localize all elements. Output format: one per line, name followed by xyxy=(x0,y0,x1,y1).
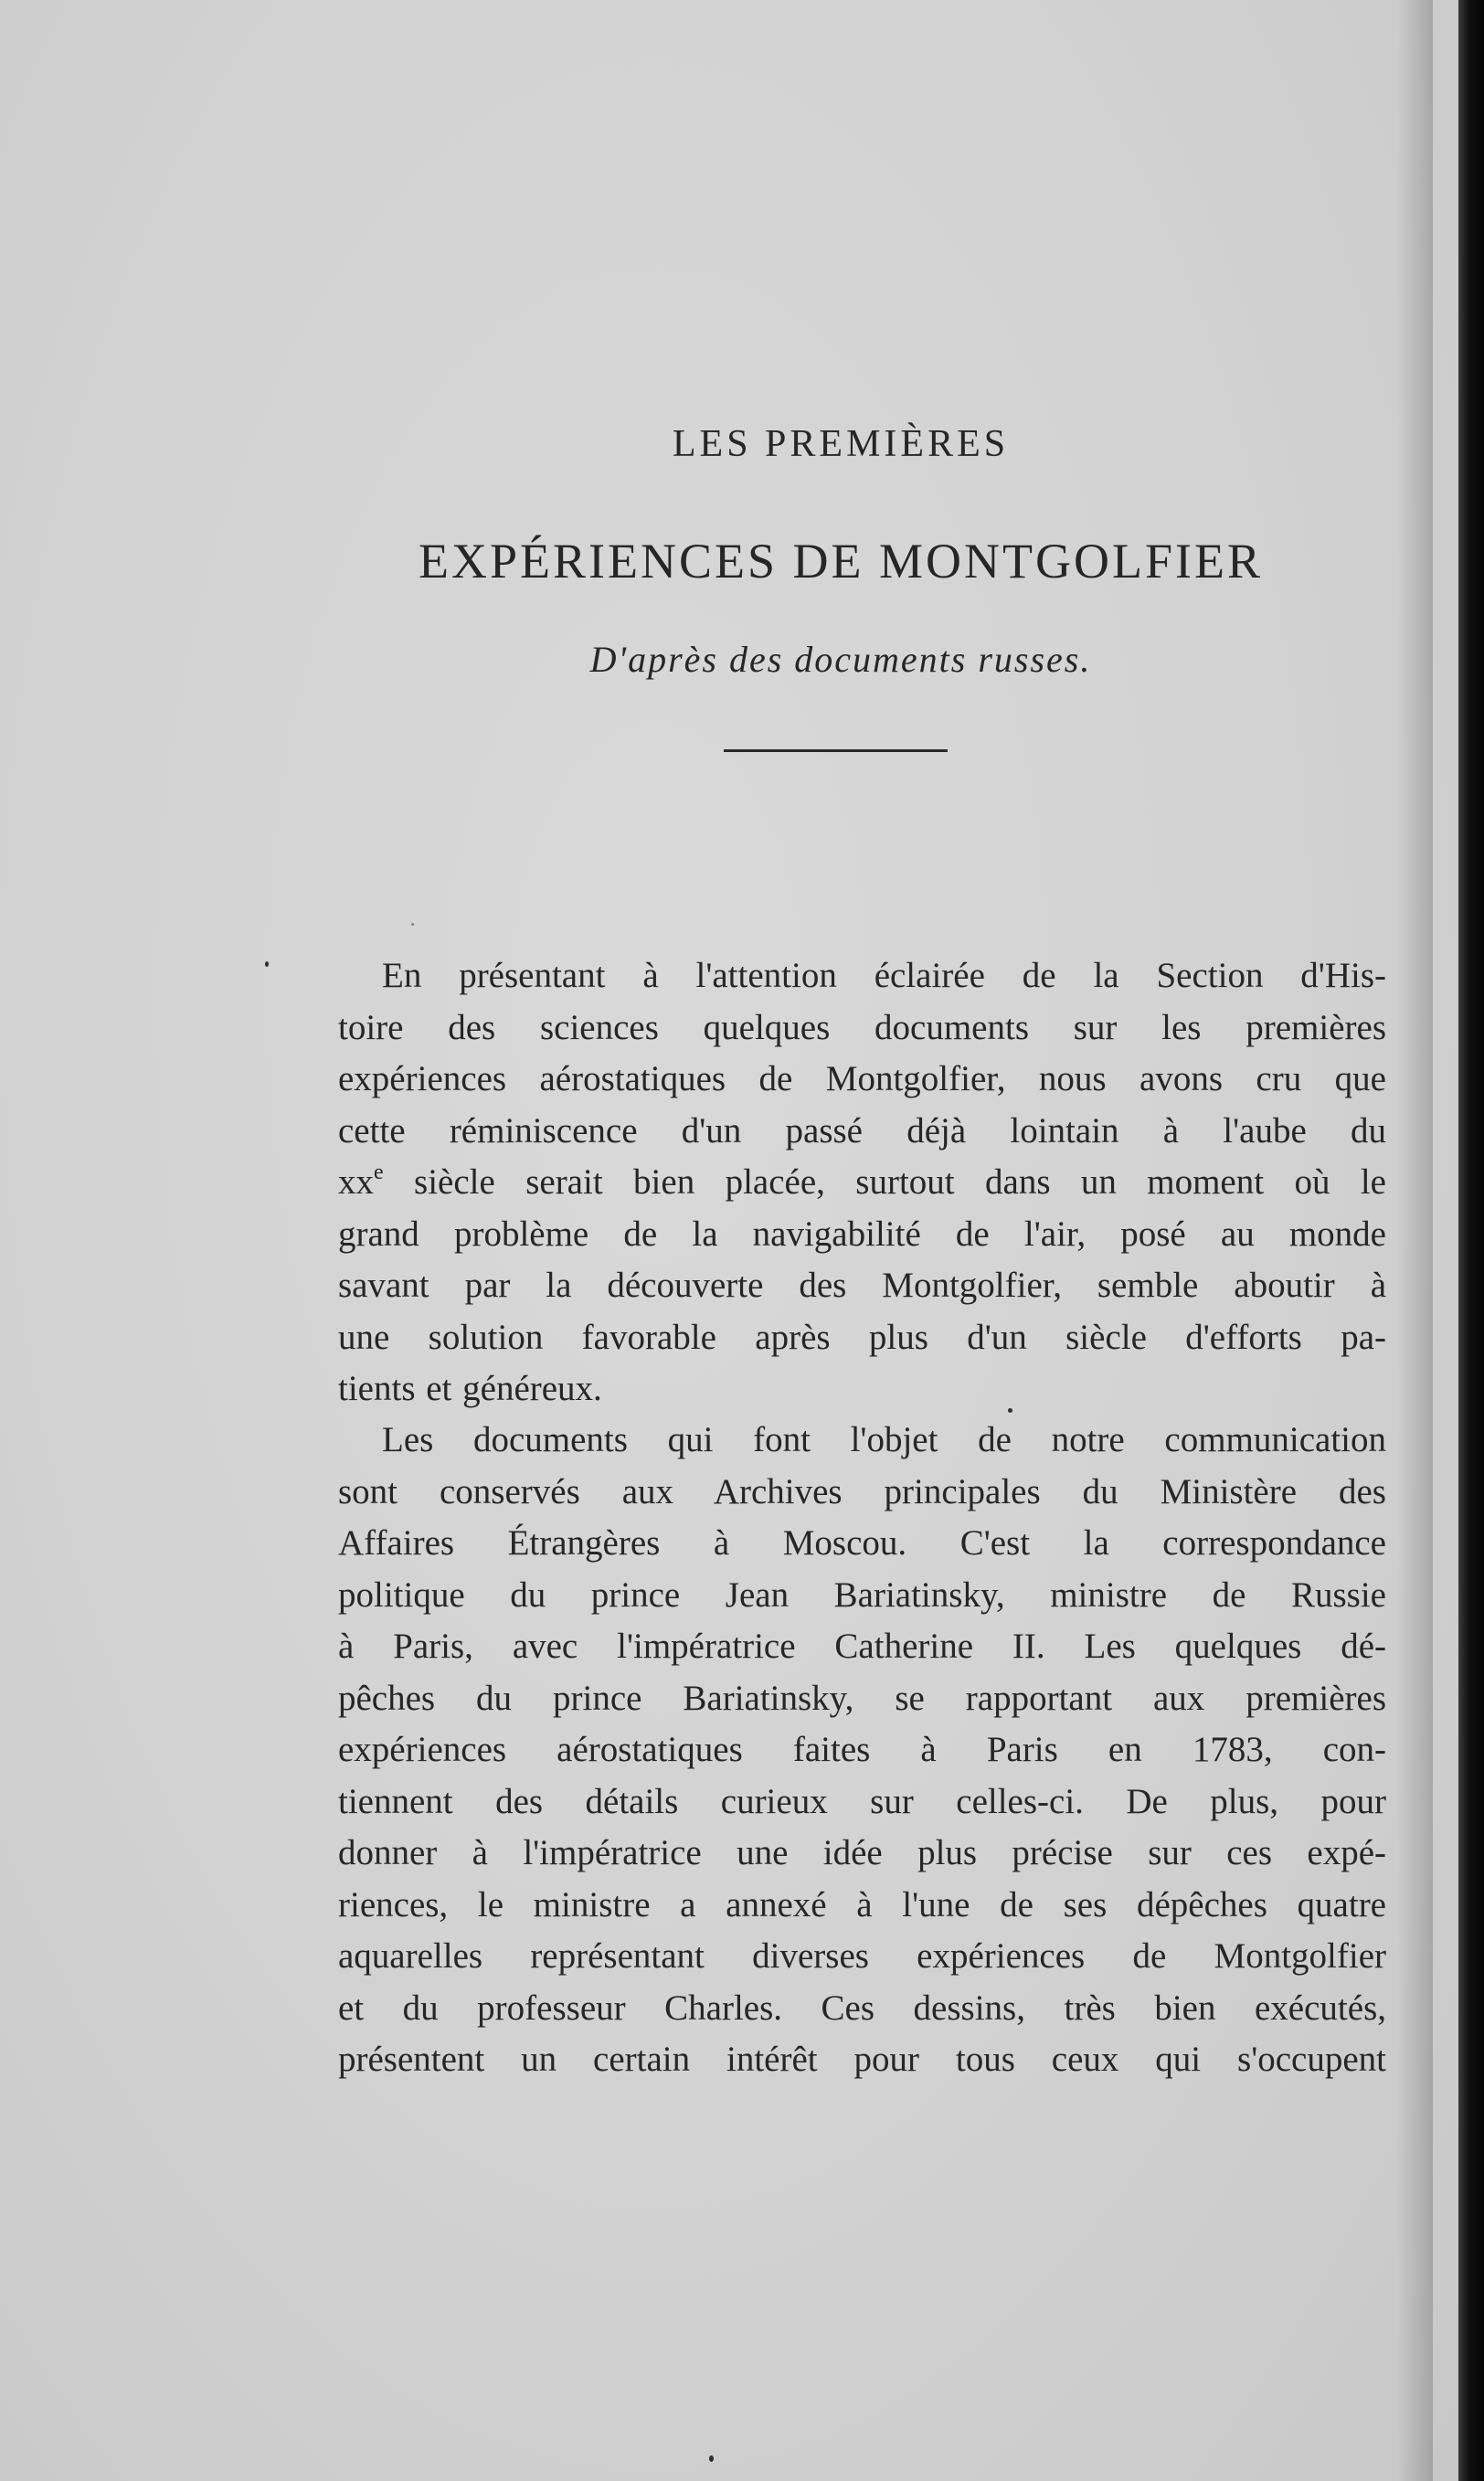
paragraph-1-line-7: savant par la découverte des Montgolfier, semble aboutir à xyxy=(338,1266,1386,1305)
paragraph-1-line-5-text: siècle serait bien placée, surtout dans un moment où le xyxy=(414,1162,1386,1202)
paper-speck xyxy=(709,2455,714,2462)
paragraph-2 xyxy=(294,1415,1386,2086)
paragraph-2-line-3: Affaires Étrangères à Moscou. C'est la correspondance xyxy=(338,1523,1386,1563)
subtitle: D'après des documents russes. xyxy=(589,639,1092,680)
paragraph-2-line-2: sont conservés aux Archives principales du Ministère des xyxy=(338,1471,1386,1511)
paragraph-1-line-2: toire des sciences quelques documents sur les premières xyxy=(338,1007,1386,1047)
paragraph-2-line-6: pêches du prince Bariatinsky, se rapportant aux premières xyxy=(338,1678,1386,1718)
title-rule xyxy=(724,749,948,752)
paragraph-2-line-1: Les documents qui font l'objet de notre communication xyxy=(382,1420,1386,1459)
paragraph-2-line-4: politique du prince Jean Bariatinsky, ministre de Russie xyxy=(338,1574,1386,1615)
paragraph-1-line-4: cette réminiscence d'un passé déjà lointain à l'aube du xyxy=(338,1110,1386,1150)
paragraph-2-line-7: expériences aérostatiques faites à Paris en 1783, con- xyxy=(338,1730,1386,1769)
book-binding-edge xyxy=(1458,0,1484,2481)
paper-speck xyxy=(411,923,414,926)
title-line-2: EXPÉRIENCES DE MONTGOLFIER xyxy=(419,534,1263,588)
paragraph-1-line-6: grand problème de la navigabilité de l'air, posé au monde xyxy=(338,1214,1386,1254)
paper-speck xyxy=(265,961,269,967)
paragraph-1-line-9: tients et généreux. xyxy=(338,1369,602,1408)
century-prefix: xx xyxy=(338,1162,374,1202)
paragraph-2-line-12: et du professeur Charles. Ces dessins, très bien exécutés, xyxy=(338,1988,1386,2028)
paper-speck xyxy=(1008,1408,1012,1413)
paragraph-2-line-10: riences, le ministre a annexé à l'une de ses dépêches quatre xyxy=(338,1884,1386,1924)
paragraph-2-line-9: donner à l'impératrice une idée plus précise sur ces expé- xyxy=(338,1833,1386,1872)
century-superscript: e xyxy=(374,1161,384,1184)
paragraph-2-line-11: aquarelles représentant diverses expériences de Montgolfier xyxy=(338,1936,1386,1976)
paragraph-1 xyxy=(294,950,1386,1415)
paragraph-2-line-5: à Paris, avec l'impératrice Catherine II. Les quelques dé- xyxy=(338,1627,1386,1666)
title-line-1: LES PREMIÈRES xyxy=(672,423,1010,465)
paragraph-1-line-5 xyxy=(294,1157,1386,1209)
paragraph-1-line-3: expériences aérostatiques de Montgolfier, nous avons cru que xyxy=(338,1059,1386,1098)
paragraph-1-line-1: En présentant à l'attention éclairée de la Section d'His- xyxy=(382,956,1386,995)
paragraph-2-line-8: tiennent des détails curieux sur celles-ci. De plus, pour xyxy=(338,1781,1386,1821)
paragraph-2-line-13: présentent un certain intérêt pour tous ceux qui s'occupent xyxy=(338,2040,1386,2079)
paragraph-1-line-8: une solution favorable après plus d'un siècle d'efforts pa- xyxy=(338,1317,1386,1357)
